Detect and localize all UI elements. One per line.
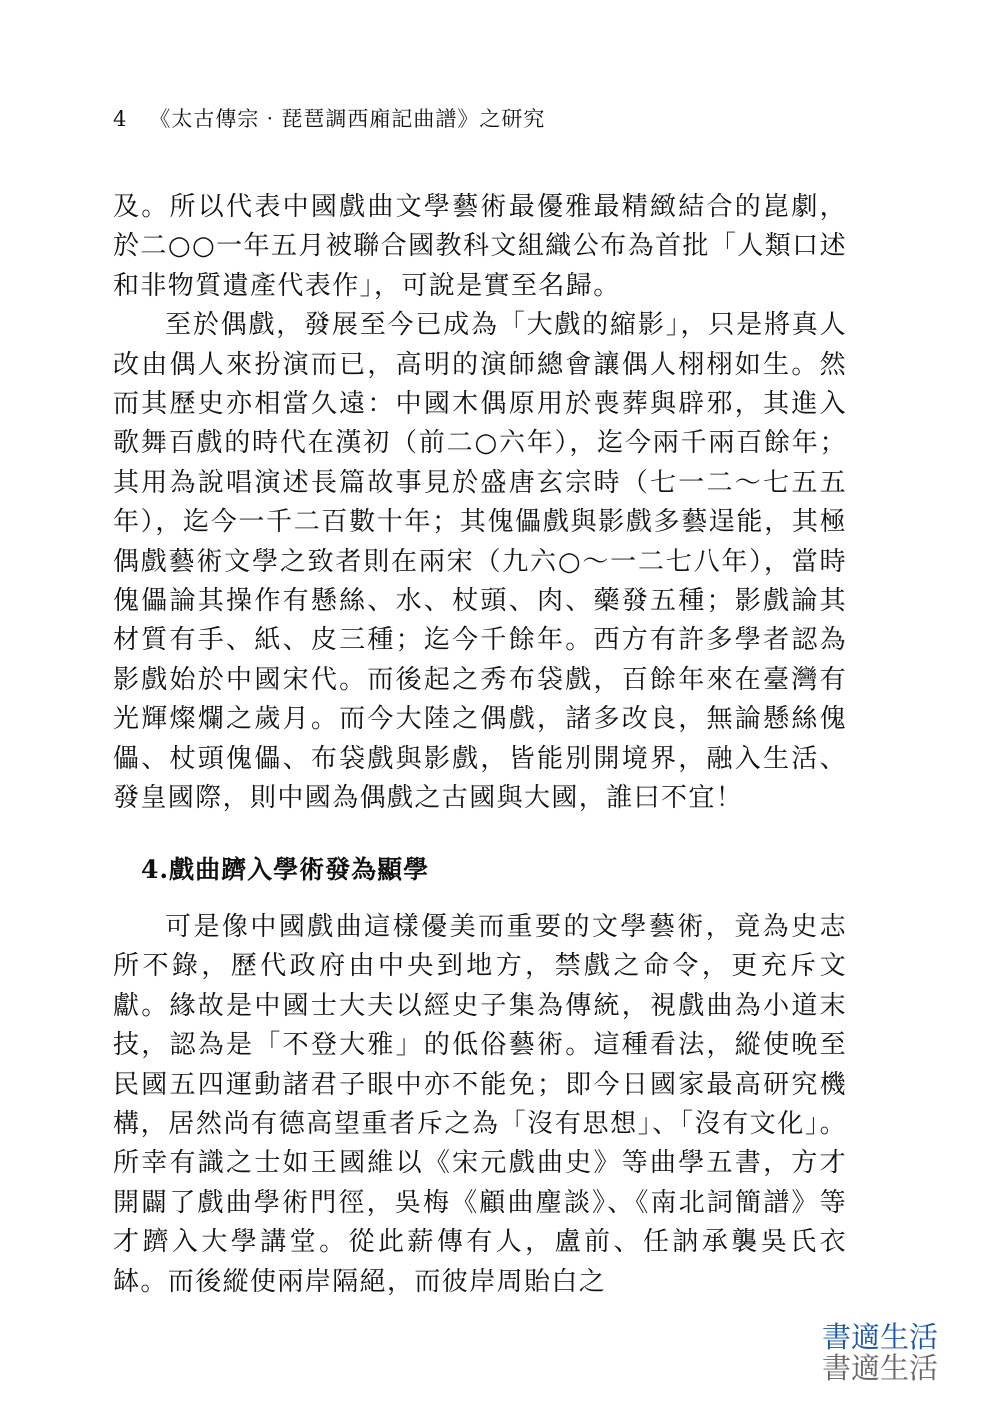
text-block-upper	[113, 188, 847, 819]
publisher-watermark	[822, 1322, 938, 1384]
page-number: 4	[113, 107, 128, 131]
paragraph-scholarship: 可是像中國戲曲這樣優美而重要的文學藝術，竟為史志所不錄，歷代政府由中央到地方，禁戲之命令，更充斥文獻。緣故是中國士大夫以經史子集為傳統，視戲曲為小道末技，認為是「不登大雅」的低俗藝術。這種看法，縱使晚至民國五四運動諸君子眼中亦不能免；即今日國家最高研究機構，居然尚有德高望重者斥之為「沒有思想」、「沒有文化」。所幸有識之士如王國維以《宋元戲曲史》等曲學五書，方才開闢了戲曲學術門徑，吳梅《顧曲麈談》、《南北詞簡譜》等才躋入大學講堂。從此薪傳有人，盧前、任訥承襲吳氏衣缽。而後縱使兩岸隔絕，而彼岸周貽白之	[113, 912, 847, 1297]
running-title: 《太古傳宗‧琵琶調西廂記曲譜》之研究	[149, 107, 546, 131]
text-block-lower	[113, 908, 847, 1302]
watermark-line-top: 書適生活	[821, 1320, 938, 1354]
section-heading: 4.戲曲躋入學術發為顯學	[141, 855, 430, 884]
running-header	[113, 103, 545, 133]
paragraph-kunqu: 及。所以代表中國戲曲文學藝術最優雅最精緻結合的崑劇，於二○○一年五月被聯合國教科文組織公布為首批「人類口述和非物質遺產代表作」，可說是實至名歸。	[113, 192, 847, 301]
paragraph-puppetry: 至於偶戲，發展至今已成為「大戲的縮影」，只是將真人改由偶人來扮演而已，高明的演師總會讓偶人栩栩如生。然而其歷史亦相當久遠：中國木偶原用於喪葬與辟邪，其進入歌舞百戲的時代在漢初（前二○六年），迄今兩千兩百餘年；其用為說唱演述長篇故事見於盛唐玄宗時（七一二～七五五年），迄今一千二百數十年；其傀儡戲與影戲多藝逞能，其極偶戲藝術文學之致者則在兩宋（九六○～一二七八年），當時傀儡論其操作有懸絲、水、杖頭、肉、藥發五種；影戲論其材質有手、紙、皮三種；迄今千餘年。西方有許多學者認為影戲始於中國宋代。而後起之秀布袋戲，百餘年來在臺灣有光輝燦爛之歲月。而今大陸之偶戲，諸多改良，無論懸絲傀儡、杖頭傀儡、布袋戲與影戲，皆能別開境界，融入生活、發皇國際，則中國為偶戲之古國與大國，誰曰不宜！	[113, 310, 847, 814]
watermark-line-bottom: 書適生活	[821, 1351, 938, 1385]
